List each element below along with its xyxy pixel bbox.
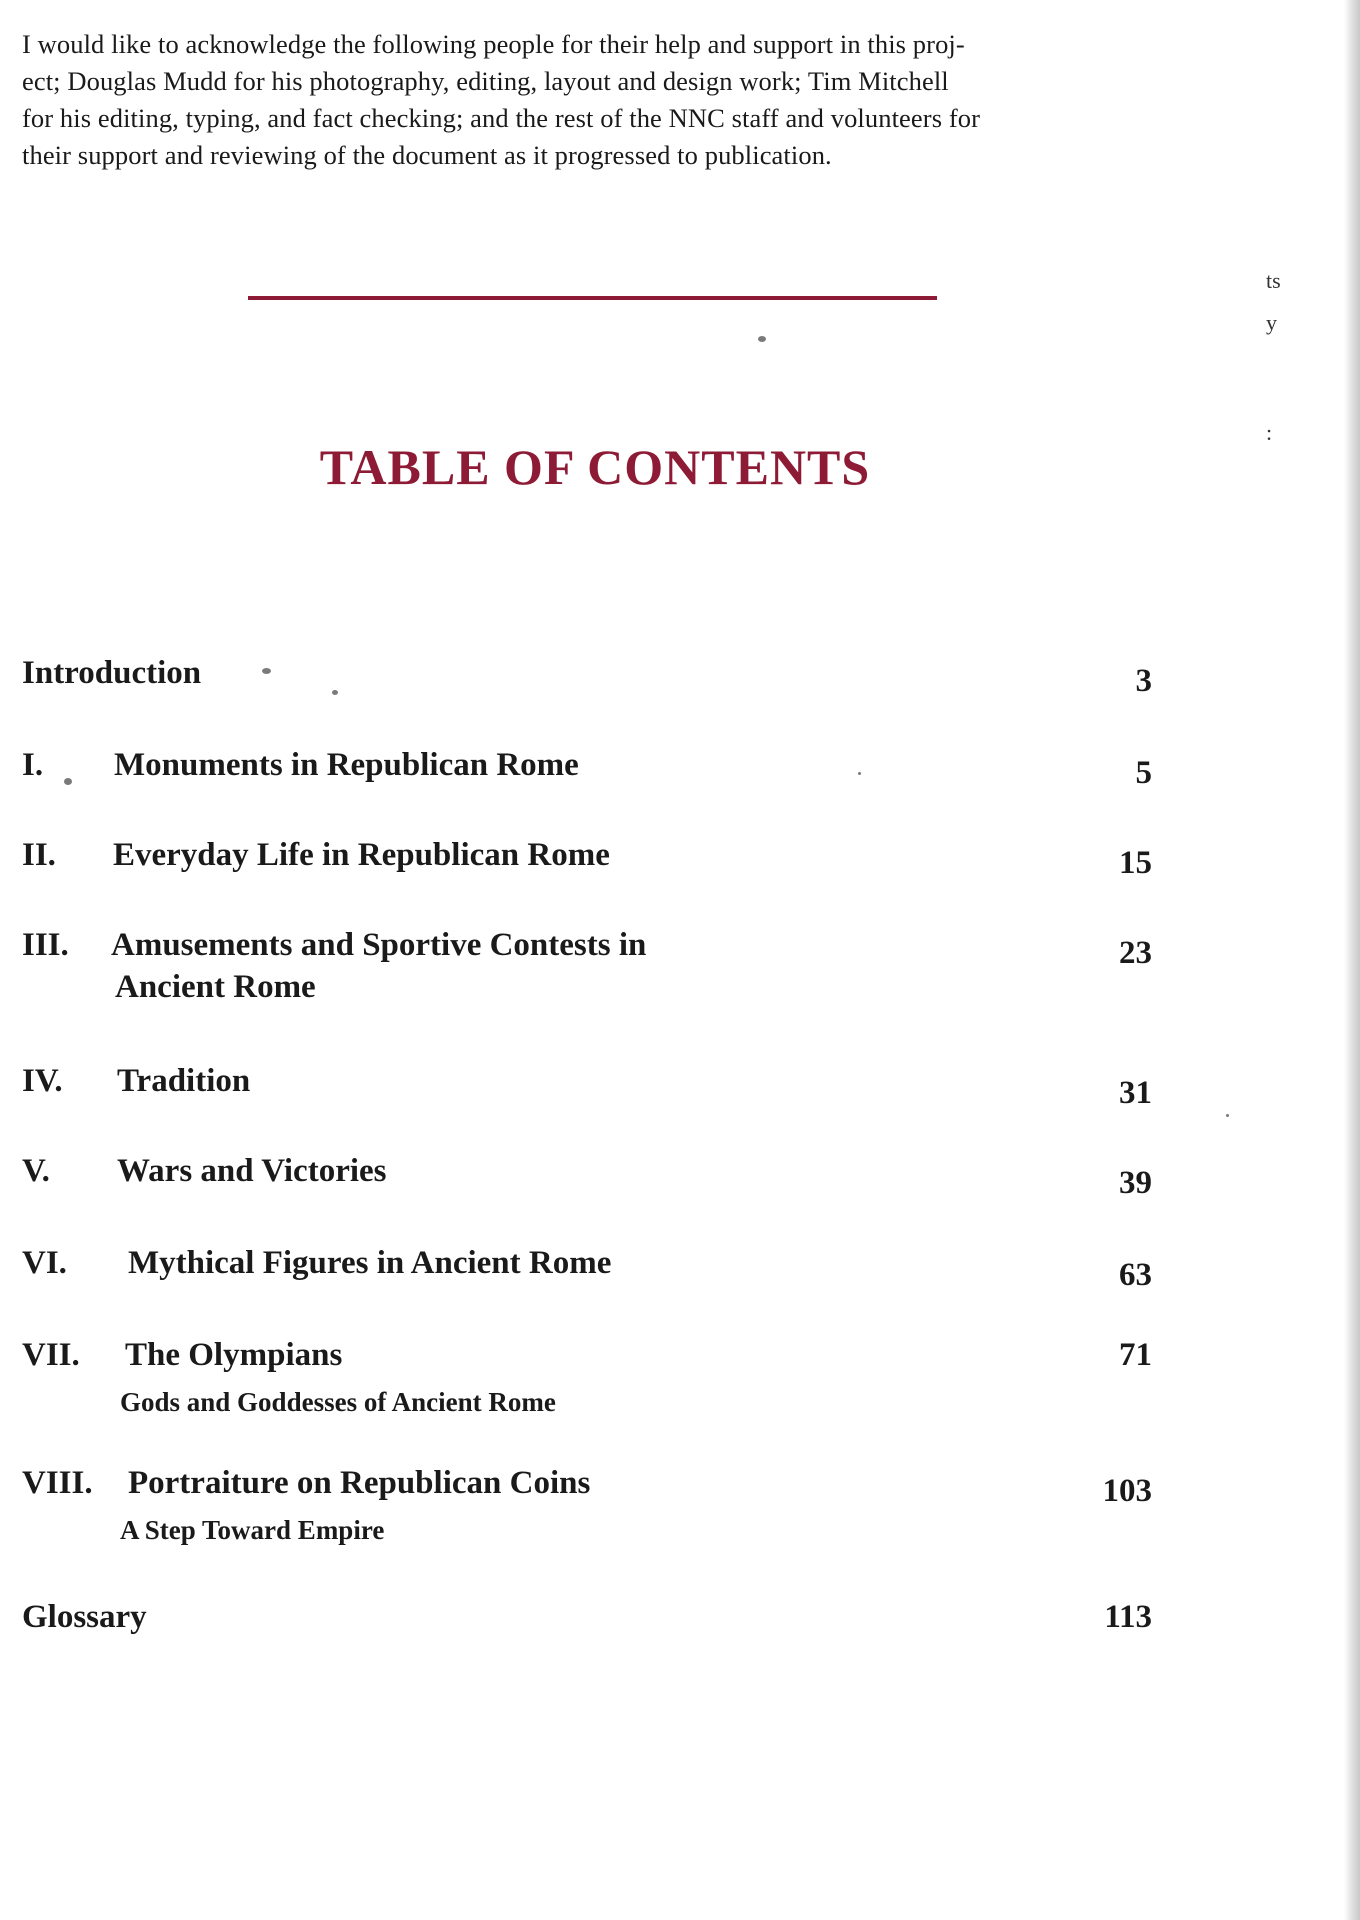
acknowledgment-line: their support and reviewing of the document as it progressed to publication.: [22, 140, 832, 170]
toc-entry-title: [22, 1596, 147, 1638]
toc-entry-title: [111, 924, 646, 1008]
margin-fragment: :: [1266, 420, 1273, 445]
toc-entry-title-line: Wars and Victories: [117, 1153, 387, 1189]
toc-entry-title-line: Tradition: [117, 1063, 251, 1099]
toc-entry-page-number: 23: [1119, 935, 1152, 971]
toc-entry-page-number: 71: [1119, 1337, 1152, 1373]
scan-speck: [64, 778, 72, 785]
toc-title: TABLE OF CONTENTS: [319, 439, 871, 495]
toc-entry-number: V.: [22, 1153, 50, 1189]
toc-entry-title: [125, 1334, 342, 1376]
toc-entry-page-number: 5: [1135, 755, 1152, 791]
page-edge-shadow: [1344, 0, 1360, 1920]
toc-entry-subtitle: Gods and Goddesses of Ancient Rome: [120, 1387, 556, 1417]
toc-entry-title: [128, 1462, 590, 1504]
toc-entry-number: VIII.: [22, 1465, 93, 1501]
margin-fragment: ts: [1266, 268, 1281, 293]
toc-entry-page-number: 63: [1119, 1257, 1152, 1293]
toc-entry-title: [113, 834, 610, 876]
toc-entry-number: II.: [22, 837, 56, 873]
toc-entry-title-line: Ancient Rome: [115, 969, 316, 1005]
toc-entry-page-number: 31: [1119, 1075, 1152, 1111]
scan-speck: [1226, 1114, 1229, 1117]
scan-speck: [332, 690, 338, 695]
acknowledgment-line: for his editing, typing, and fact checking; and the rest of the NNC staff and volunteers for: [22, 103, 981, 133]
acknowledgment-line: ect; Douglas Mudd for his photography, editing, layout and design work; Tim Mitchell: [22, 66, 949, 96]
toc-entry-title-line: Introduction: [22, 655, 202, 691]
toc-entry-title-line: Everyday Life in Republican Rome: [113, 837, 610, 873]
toc-entry-title-line: Portraiture on Republican Coins: [128, 1465, 591, 1501]
toc-entry-title: [117, 1150, 387, 1192]
toc-entry-title-line: Mythical Figures in Ancient Rome: [128, 1245, 612, 1281]
scan-speck: [858, 772, 861, 775]
toc-entry-number: I.: [22, 747, 44, 783]
toc-entry-title: [128, 1242, 611, 1284]
toc-entry-title: [114, 744, 579, 786]
toc-entry-page-number: 103: [1102, 1473, 1152, 1509]
toc-entry-title: [22, 652, 201, 694]
toc-entry-title-line: The Olympians: [125, 1337, 343, 1373]
toc-entry-page-number: 15: [1119, 845, 1152, 881]
toc-entry-title-line: Glossary: [22, 1599, 147, 1635]
toc-entry-number: IV.: [22, 1063, 63, 1099]
acknowledgment-line: I would like to acknowledge the following people for their help and support in this proj-: [22, 29, 965, 59]
toc-entry-page-number: 113: [1104, 1599, 1152, 1635]
toc-entry-number: VI.: [22, 1245, 67, 1281]
toc-entry-title-line: Monuments in Republican Rome: [114, 747, 579, 783]
toc-entry-number: III.: [22, 927, 69, 963]
toc-entry-page-number: 39: [1119, 1165, 1152, 1201]
toc-entry-page-number: 3: [1135, 663, 1152, 699]
toc-entry-title: [117, 1060, 250, 1102]
toc-entry-number: VII.: [22, 1337, 80, 1373]
margin-fragment: y: [1266, 310, 1277, 335]
scan-speck: [758, 336, 766, 342]
scan-speck: [262, 668, 271, 674]
toc-entry-title-line: Amusements and Sportive Contests in: [111, 927, 647, 963]
toc-entry-subtitle: A Step Toward Empire: [120, 1515, 385, 1545]
